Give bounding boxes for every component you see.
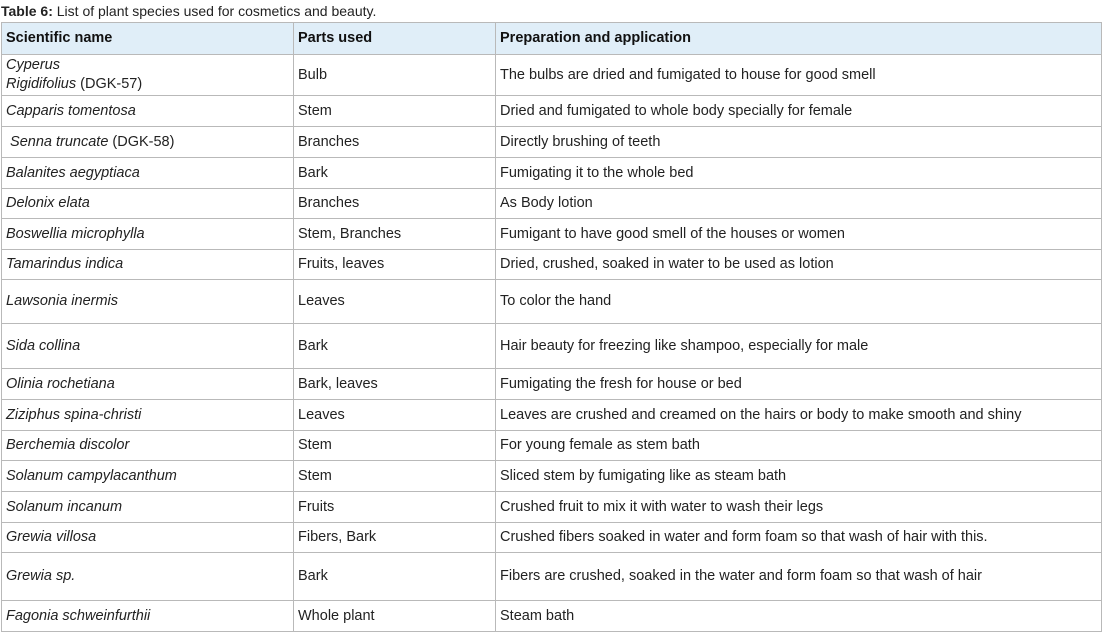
cell-preparation: Fumigant to have good smell of the houses or women xyxy=(496,219,1102,250)
cell-scientific-name xyxy=(2,96,294,127)
cell-parts-used: Fibers, Bark xyxy=(294,523,496,553)
cell-scientific-name xyxy=(2,250,294,280)
scientific-name: Sida collina xyxy=(6,337,81,354)
table-row xyxy=(2,280,1102,324)
cell-parts-used: Fruits, leaves xyxy=(294,250,496,280)
cell-parts-used: Bark, leaves xyxy=(294,369,496,400)
scientific-name: Capparis tomentosa xyxy=(6,102,136,119)
cell-parts-used: Stem xyxy=(294,431,496,461)
cell-preparation: Leaves are crushed and creamed on the hairs or body to make smooth and shiny xyxy=(496,400,1102,431)
table-row xyxy=(2,96,1102,127)
table-row xyxy=(2,492,1102,523)
cell-preparation: Fibers are crushed, soaked in the water and form foam so that wash of hair xyxy=(496,553,1102,601)
table-row xyxy=(2,189,1102,219)
table-header-row xyxy=(2,23,1102,55)
table-row xyxy=(2,369,1102,400)
scientific-name: Ziziphus spina-christi xyxy=(6,406,142,423)
table-row xyxy=(2,523,1102,553)
cell-preparation: The bulbs are dried and fumigated to house for good smell xyxy=(496,55,1102,96)
table-row xyxy=(2,431,1102,461)
cell-preparation: Dried, crushed, soaked in water to be used as lotion xyxy=(496,250,1102,280)
cell-parts-used: Bark xyxy=(294,324,496,369)
cell-scientific-name xyxy=(2,492,294,523)
scientific-name: Berchemia discolor xyxy=(6,437,130,453)
cell-preparation: Crushed fruit to mix it with water to wash their legs xyxy=(496,492,1102,523)
cell-scientific-name xyxy=(2,431,294,461)
cell-scientific-name xyxy=(2,158,294,189)
cell-preparation: Crushed fibers soaked in water and form foam so that wash of hair with this. xyxy=(496,523,1102,553)
table-row xyxy=(2,158,1102,189)
table-row xyxy=(2,250,1102,280)
cell-scientific-name xyxy=(2,400,294,431)
cell-scientific-name xyxy=(2,461,294,492)
specimen-code: (DGK-57) xyxy=(76,76,143,92)
cell-parts-used: Whole plant xyxy=(294,601,496,632)
scientific-name: Delonix elata xyxy=(6,195,90,211)
cell-scientific-name xyxy=(2,369,294,400)
table-row xyxy=(2,55,1102,96)
cell-parts-used: Bark xyxy=(294,553,496,601)
scientific-name: Boswellia microphylla xyxy=(6,225,145,242)
cell-preparation: For young female as stem bath xyxy=(496,431,1102,461)
cell-parts-used: Bark xyxy=(294,158,496,189)
cell-scientific-name xyxy=(2,280,294,324)
specimen-code: (DGK-58) xyxy=(108,133,175,150)
cell-scientific-name xyxy=(2,189,294,219)
cell-preparation: As Body lotion xyxy=(496,189,1102,219)
scientific-name: Lawsonia inermis xyxy=(6,293,119,309)
cell-scientific-name xyxy=(2,523,294,553)
cell-preparation: To color the hand xyxy=(496,280,1102,324)
cell-preparation: Sliced stem by fumigating like as steam bath xyxy=(496,461,1102,492)
cell-scientific-name xyxy=(2,324,294,369)
scientific-name-species: Rigidifolius xyxy=(6,76,77,92)
cell-parts-used: Stem xyxy=(294,461,496,492)
table-row xyxy=(2,400,1102,431)
cell-scientific-name xyxy=(2,601,294,632)
table-row xyxy=(2,219,1102,250)
cell-preparation: Fumigating it to the whole bed xyxy=(496,158,1102,189)
scientific-name: Grewia sp. xyxy=(6,568,76,584)
header-parts-used: Parts used xyxy=(294,23,496,55)
scientific-name: Solanum incanum xyxy=(6,498,123,515)
header-scientific-name: Scientific name xyxy=(2,23,294,55)
cell-parts-used: Stem, Branches xyxy=(294,219,496,250)
table-caption xyxy=(0,0,1102,22)
cell-scientific-name xyxy=(2,553,294,601)
cell-parts-used: Branches xyxy=(294,189,496,219)
scientific-name: Olinia rochetiana xyxy=(6,375,115,392)
cell-scientific-name xyxy=(2,219,294,250)
cell-parts-used: Bulb xyxy=(294,55,496,96)
scientific-name: Balanites aegyptiaca xyxy=(6,164,140,181)
scientific-name: Tamarindus indica xyxy=(6,256,124,272)
cell-parts-used: Fruits xyxy=(294,492,496,523)
scientific-name: Senna truncate xyxy=(6,133,109,150)
cell-preparation: Hair beauty for freezing like shampoo, especially for male xyxy=(496,324,1102,369)
table-caption-text: List of plant species used for cosmetics and beauty. xyxy=(52,3,377,19)
scientific-name: Fagonia schweinfurthii xyxy=(6,607,151,624)
scientific-name-genus: Cyperus xyxy=(6,57,60,73)
table-row xyxy=(2,461,1102,492)
cell-preparation: Dried and fumigated to whole body specially for female xyxy=(496,96,1102,127)
header-preparation: Preparation and application xyxy=(496,23,1102,55)
table-row xyxy=(2,601,1102,632)
cell-parts-used: Stem xyxy=(294,96,496,127)
cell-scientific-name xyxy=(2,55,294,96)
cell-preparation: Steam bath xyxy=(496,601,1102,632)
table-caption-label: Table 6: xyxy=(1,3,53,19)
cell-scientific-name xyxy=(2,127,294,158)
plant-species-table xyxy=(1,22,1102,632)
cell-preparation: Fumigating the fresh for house or bed xyxy=(496,369,1102,400)
cell-preparation: Directly brushing of teeth xyxy=(496,127,1102,158)
table-row xyxy=(2,324,1102,369)
cell-parts-used: Branches xyxy=(294,127,496,158)
scientific-name: Grewia villosa xyxy=(6,529,97,545)
cell-parts-used: Leaves xyxy=(294,400,496,431)
scientific-name: Solanum campylacanthum xyxy=(6,467,177,484)
table-row xyxy=(2,553,1102,601)
table-row xyxy=(2,127,1102,158)
cell-parts-used: Leaves xyxy=(294,280,496,324)
